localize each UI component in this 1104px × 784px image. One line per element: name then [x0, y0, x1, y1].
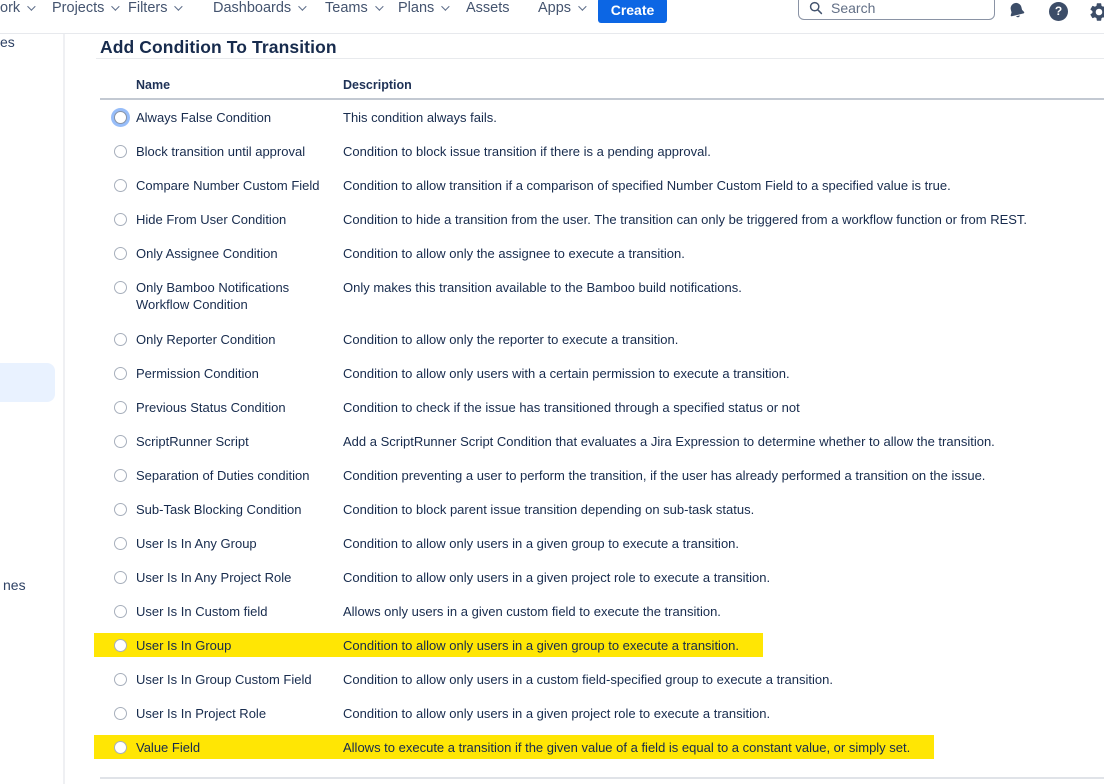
condition-description: Only makes this transition available to the Bamboo build notifications. — [343, 280, 742, 295]
condition-description: Condition to allow only the assignee to execute a transition. — [343, 245, 685, 261]
chevron-down-icon — [441, 2, 449, 10]
condition-name: Sub-Task Blocking Condition — [136, 501, 302, 517]
notifications-icon[interactable] — [1004, 0, 1031, 29]
condition-row[interactable] — [100, 560, 1104, 594]
condition-description: Condition to block parent issue transition depending on sub-task status. — [343, 501, 755, 517]
condition-description: Add a ScriptRunner Script Condition that evaluates a Jira Expression to determine whether to allow the transition. — [343, 433, 995, 449]
condition-row[interactable] — [100, 270, 1104, 322]
condition-name: Only Reporter Condition — [136, 331, 276, 347]
condition-name: User Is In Any Project Role — [136, 569, 292, 585]
condition-name: Always False Condition — [136, 109, 272, 125]
conditions-table — [100, 72, 1104, 779]
column-header-name: Name — [136, 78, 171, 92]
left-sidebar — [0, 34, 65, 784]
condition-radio[interactable] — [114, 247, 127, 260]
nav-item-apps[interactable] — [538, 0, 584, 19]
nav-item-teams[interactable] — [325, 0, 381, 19]
condition-radio[interactable] — [114, 179, 127, 192]
column-header-description: Description — [343, 78, 412, 92]
condition-row[interactable] — [100, 458, 1104, 492]
condition-row[interactable] — [100, 628, 1104, 662]
condition-description: Condition to allow only the reporter to execute a transition. — [343, 331, 679, 347]
condition-name: Separation of Duties condition — [136, 467, 310, 483]
condition-radio[interactable] — [114, 145, 127, 158]
condition-name: User Is In Group Custom Field — [136, 671, 312, 687]
top-nav-bar — [0, 0, 1104, 34]
condition-description: This condition always fails. — [343, 109, 497, 125]
nav-item-label: Projects — [52, 0, 105, 16]
nav-item-label: ork — [0, 0, 21, 16]
sidebar-item-label[interactable]: nes — [3, 577, 26, 593]
condition-rows — [100, 100, 1104, 764]
condition-description: Condition to check if the issue has transitioned through a specified status or not — [343, 399, 800, 415]
condition-row[interactable] — [100, 322, 1104, 356]
condition-name: Block transition until approval — [136, 143, 306, 159]
chevron-down-icon — [27, 2, 35, 10]
search-icon — [809, 1, 823, 15]
help-icon[interactable]: ? — [1049, 2, 1068, 21]
nav-item-dashboards[interactable] — [213, 0, 304, 19]
condition-radio[interactable] — [114, 571, 127, 584]
condition-radio[interactable] — [114, 367, 127, 380]
nav-item-filters[interactable] — [128, 0, 180, 19]
condition-row[interactable] — [100, 202, 1104, 236]
condition-name: User Is In Project Role — [136, 705, 267, 721]
condition-description: Condition to allow only users in a given project role to execute a transition. — [343, 705, 771, 721]
condition-radio[interactable] — [114, 111, 127, 124]
main-content — [0, 34, 1104, 784]
condition-description: Condition to hide a transition from the user. The transition can only be triggered from a workflow function or from REST. — [343, 211, 1028, 227]
nav-item-label: Filters — [128, 0, 168, 16]
condition-row[interactable] — [100, 390, 1104, 424]
condition-description: Allows to execute a transition if the given value of a field is equal to a constant value, or simply set. — [343, 739, 911, 755]
condition-radio[interactable] — [114, 401, 127, 414]
condition-radio[interactable] — [114, 469, 127, 482]
condition-name: Compare Number Custom Field — [136, 177, 320, 193]
condition-radio[interactable] — [114, 281, 127, 294]
condition-row[interactable] — [100, 662, 1104, 696]
condition-description: Condition preventing a user to perform the transition, if the user has already performed a transition on the issue. — [343, 467, 986, 483]
create-button[interactable]: Create — [598, 0, 667, 23]
condition-name: Permission Condition — [136, 365, 259, 381]
condition-name: User Is In Group — [136, 637, 232, 653]
chevron-down-icon — [375, 2, 383, 10]
search-input[interactable] — [831, 0, 971, 16]
condition-description: Condition to allow transition if a comparison of specified Number Custom Field to a specified value is true. — [343, 177, 951, 193]
settings-gear-icon[interactable] — [1088, 1, 1104, 28]
chevron-down-icon — [298, 2, 306, 10]
condition-radio[interactable] — [114, 605, 127, 618]
condition-name: Hide From User Condition — [136, 211, 287, 227]
condition-name: User Is In Custom field — [136, 603, 268, 619]
condition-radio[interactable] — [114, 435, 127, 448]
sidebar-item-label[interactable]: es — [0, 34, 15, 50]
chevron-down-icon — [112, 2, 120, 10]
condition-radio[interactable] — [114, 537, 127, 550]
table-bottom-divider — [100, 777, 1104, 779]
condition-row[interactable] — [100, 526, 1104, 560]
nav-item-projects[interactable] — [52, 0, 117, 19]
nav-item-label: Assets — [466, 0, 510, 16]
condition-radio[interactable] — [114, 673, 127, 686]
condition-name: ScriptRunner Script — [136, 433, 249, 449]
condition-row[interactable] — [100, 168, 1104, 202]
condition-name: Value Field — [136, 739, 201, 755]
condition-description: Condition to block issue transition if there is a pending approval. — [343, 143, 711, 159]
condition-row[interactable] — [100, 424, 1104, 458]
sidebar-selected-item[interactable] — [0, 363, 55, 402]
condition-description: Allows only users in a given custom field to execute the transition. — [343, 603, 721, 619]
condition-row[interactable] — [100, 730, 1104, 764]
condition-name: Only Assignee Condition — [136, 245, 278, 261]
condition-row[interactable] — [100, 100, 1104, 134]
nav-item-ork[interactable] — [0, 0, 33, 19]
condition-radio[interactable] — [114, 333, 127, 346]
page-title: Add Condition To Transition — [100, 37, 337, 57]
nav-item-label: Plans — [398, 0, 435, 16]
condition-row[interactable] — [100, 696, 1104, 730]
condition-radio[interactable] — [114, 707, 127, 720]
condition-radio[interactable] — [114, 503, 127, 516]
condition-row[interactable] — [100, 356, 1104, 390]
nav-item-label: Teams — [325, 0, 368, 16]
condition-name: Previous Status Condition — [136, 399, 286, 415]
condition-description: Condition to allow only users with a certain permission to execute a transition. — [343, 365, 790, 381]
condition-row[interactable] — [100, 594, 1104, 628]
condition-row[interactable] — [100, 134, 1104, 168]
nav-item-assets[interactable] — [466, 0, 510, 19]
condition-description: Condition to allow only users in a given group to execute a transition. — [343, 637, 740, 653]
nav-item-plans[interactable] — [398, 0, 447, 19]
condition-name: User Is In Any Group — [136, 535, 257, 551]
condition-radio[interactable] — [114, 213, 127, 226]
condition-radio[interactable] — [114, 741, 127, 754]
condition-description: Condition to allow only users in a given group to execute a transition. — [343, 535, 740, 551]
chevron-down-icon — [175, 2, 183, 10]
condition-description: Condition to allow only users in a given project role to execute a transition. — [343, 569, 771, 585]
nav-item-label: Apps — [538, 0, 572, 16]
condition-row[interactable] — [100, 236, 1104, 270]
nav-item-label: Dashboards — [213, 0, 292, 16]
chevron-down-icon — [578, 2, 586, 10]
table-header-row — [100, 72, 1104, 100]
search-box[interactable] — [798, 0, 995, 20]
condition-name: Only Bamboo Notifications Workflow Condition — [136, 280, 290, 312]
condition-radio[interactable] — [114, 639, 127, 652]
condition-row[interactable] — [100, 492, 1104, 526]
condition-description: Condition to allow only users in a custom field-specified group to execute a transition. — [343, 671, 833, 687]
title-divider — [96, 58, 1104, 59]
